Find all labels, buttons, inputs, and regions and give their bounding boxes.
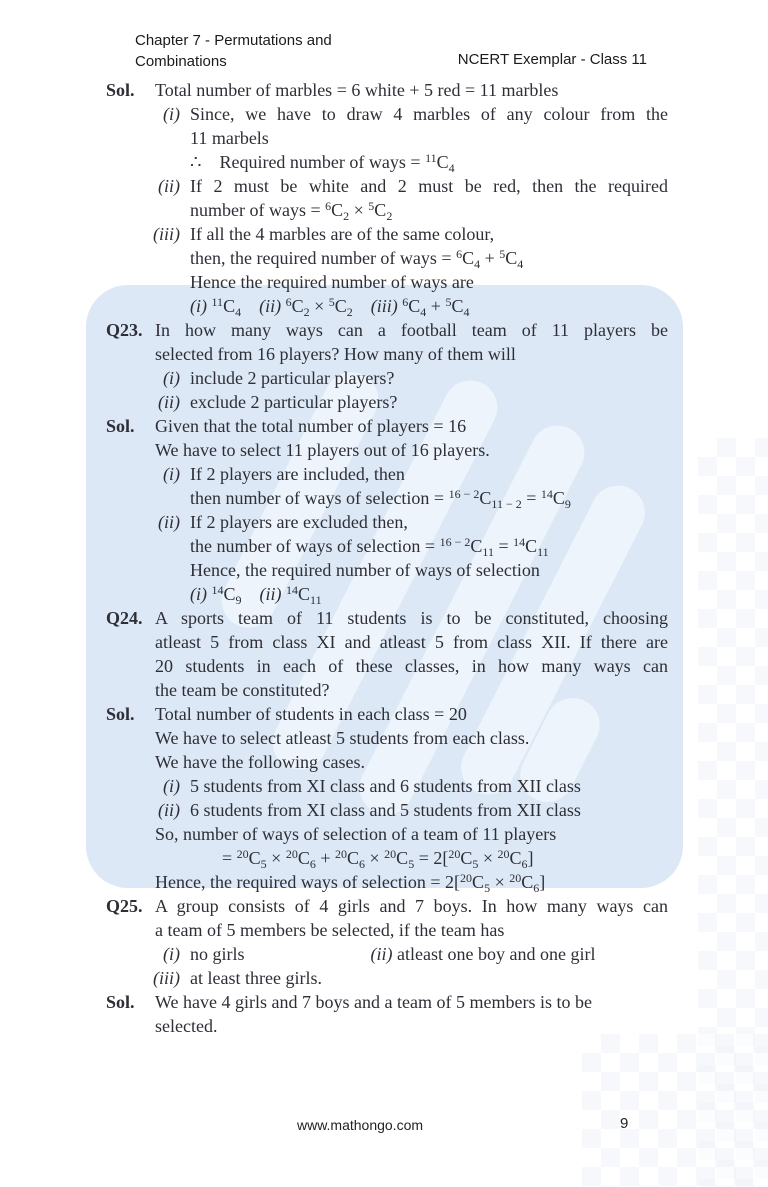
line-text: Total number of students in each class = 20	[155, 704, 467, 724]
line-text: We have 4 girls and 7 boys and a team of 5 members is to be	[155, 992, 592, 1012]
line-label	[106, 846, 190, 870]
doc-line	[106, 942, 668, 966]
doc-line	[106, 1014, 668, 1038]
footer-url: www.mathongo.com	[296, 1117, 424, 1133]
doc-line	[106, 174, 668, 198]
doc-line	[106, 342, 668, 366]
line-text: then number of ways of selection = $^{16 - 2}C_{11 - 2} = ^{14}C_9$	[190, 487, 571, 511]
line-text: at least three girls.	[190, 968, 322, 988]
doc-line	[106, 678, 668, 702]
line-label	[106, 270, 190, 294]
header-chapter-title	[135, 30, 332, 72]
doc-line	[106, 246, 668, 270]
line-label	[106, 1014, 155, 1038]
doc-line	[106, 534, 668, 558]
line-text: then, the required number of ways = $^6C_4 + ^5C_4$	[190, 247, 524, 271]
line-label	[106, 534, 190, 558]
doc-line	[106, 462, 668, 486]
line-text: We have the following cases.	[155, 752, 365, 772]
line-label: (iii)	[153, 968, 180, 988]
line-text: A group consists of 4 girls and 7 boys. In how many ways can	[155, 896, 668, 916]
doc-line	[106, 582, 668, 606]
line-text: 6 students from XI class and 5 students from XII class	[190, 800, 581, 820]
line-text: If all the 4 marbles are of the same colour,	[190, 224, 495, 244]
doc-line	[106, 102, 668, 126]
line-text: A sports team of 11 students is to be constituted, choosing	[155, 608, 668, 628]
line-text: exclude 2 particular players?	[190, 392, 398, 412]
doc-line	[106, 510, 668, 534]
doc-line	[106, 150, 668, 174]
line-label: Sol.	[106, 704, 135, 724]
line-label: Q25.	[106, 896, 143, 916]
line-label	[106, 198, 190, 222]
doc-line	[106, 198, 668, 222]
line-label	[106, 246, 190, 270]
doc-line	[106, 606, 668, 630]
doc-line	[106, 918, 668, 942]
doc-line	[106, 294, 668, 318]
line-label	[106, 486, 190, 510]
line-text: Total number of marbles = 6 white + 5 red = 11 marbles	[155, 80, 559, 100]
doc-line	[106, 630, 668, 654]
doc-line	[106, 78, 668, 102]
line-label	[106, 126, 190, 150]
doc-line	[106, 390, 668, 414]
line-text: the team be constituted?	[155, 680, 330, 700]
doc-line	[106, 750, 668, 774]
line-label: (i)	[163, 944, 180, 964]
line-label: Q23.	[106, 320, 143, 340]
doc-line	[106, 126, 668, 150]
line-label: (i)	[163, 104, 180, 124]
doc-line	[106, 366, 668, 390]
doc-line	[106, 486, 668, 510]
line-label	[106, 678, 155, 702]
line-text: If 2 must be white and 2 must be red, then the required	[190, 176, 668, 196]
footer-page-number: 9	[620, 1115, 629, 1132]
line-label: (i)	[163, 776, 180, 796]
doc-line	[106, 870, 668, 894]
doc-line	[106, 414, 668, 438]
line-text: 5 students from XI class and 6 students from XII class	[190, 776, 581, 796]
line-text: If 2 players are included, then	[190, 464, 405, 484]
line-text: a team of 5 members be selected, if the team has	[155, 920, 505, 940]
line-text: selected from 16 players? How many of them will	[155, 344, 516, 364]
doc-line	[106, 894, 668, 918]
line-text: (i) $^{11}C_4$ (ii) $^6C_2 \times ^5C_2$ (iii) $^6C_4 + ^5C_4$	[190, 295, 470, 319]
line-text: (i) $^{14}C_9$ (ii) $^{14}C_{11}$	[190, 583, 322, 607]
line-text: We have to select atleast 5 students from each class.	[155, 728, 530, 748]
doc-line	[106, 222, 668, 246]
line-text: atleast 5 from class XI and atleast 5 from class XII. If there are	[155, 632, 668, 652]
doc-line	[106, 558, 668, 582]
line-text: ∴ Required number of ways = $^{11}C_4$	[190, 151, 455, 175]
line-label: (iii)	[153, 224, 180, 244]
line-label	[106, 654, 155, 678]
line-text: In how many ways can a football team of 11 players be	[155, 320, 668, 340]
line-text: the number of ways of selection = $^{16 - 2}C_{11} = ^{14}C_{11}$	[190, 535, 549, 559]
line-text: So, number of ways of selection of a team of 11 players	[155, 824, 557, 844]
line-text: = $^{20}C_5 \times ^{20}C_6 + ^{20}C_6 \times ^{20}C_5 = 2[^{20}C_5 \times ^{20}C_6]$	[222, 847, 534, 871]
line-text: Hence, the required number of ways of selection	[190, 560, 540, 580]
line-text: Hence the required number of ways are	[190, 272, 474, 292]
doc-line	[106, 438, 668, 462]
checker-pattern	[582, 1034, 768, 1187]
line-text: no girls (ii) atleast one boy and one girl	[190, 944, 596, 964]
line-label	[106, 726, 155, 750]
line-label	[106, 438, 155, 462]
doc-line	[106, 654, 668, 678]
doc-line	[106, 966, 668, 990]
doc-line	[106, 798, 668, 822]
line-label: (ii)	[158, 800, 180, 820]
line-label: Sol.	[106, 80, 135, 100]
document-body	[0, 78, 768, 1038]
line-label	[106, 750, 155, 774]
line-label: (ii)	[158, 176, 180, 196]
line-label	[106, 342, 155, 366]
line-text: 11 marbels	[190, 128, 269, 148]
line-label: (ii)	[158, 512, 180, 532]
doc-line	[106, 990, 668, 1014]
line-label	[106, 870, 155, 894]
line-label	[106, 822, 155, 846]
line-text: number of ways = $^6C_2 \times ^5C_2$	[190, 199, 393, 223]
line-label: Sol.	[106, 992, 135, 1012]
line-text: selected.	[155, 1016, 218, 1036]
doc-line	[106, 726, 668, 750]
line-text: Since, we have to draw 4 marbles of any colour from the	[190, 104, 668, 124]
line-label	[106, 582, 190, 606]
doc-line	[106, 702, 668, 726]
doc-line	[106, 774, 668, 798]
line-text: include 2 particular players?	[190, 368, 395, 388]
doc-line	[106, 270, 668, 294]
line-text: Hence, the required ways of selection = $2[^{20}C_5 \times ^{20}C_6]$	[155, 871, 546, 895]
line-label	[106, 558, 190, 582]
line-label	[106, 150, 190, 174]
line-text: We have to select 11 players out of 16 players.	[155, 440, 490, 460]
header-book-title: NCERT Exemplar - Class 11	[457, 51, 647, 68]
header-chapter-line1: Chapter 7 - Permutations and	[135, 32, 332, 49]
line-label: (ii)	[158, 392, 180, 412]
line-label: (i)	[163, 464, 180, 484]
line-label	[106, 630, 155, 654]
line-label: (i)	[163, 368, 180, 388]
line-text: If 2 players are excluded then,	[190, 512, 408, 532]
line-label	[106, 294, 190, 318]
header-chapter-line2: Combinations	[135, 53, 227, 70]
line-label	[106, 918, 155, 942]
line-text: Given that the total number of players = 16	[155, 416, 467, 436]
doc-line	[106, 318, 668, 342]
doc-line	[106, 822, 668, 846]
line-label: Q24.	[106, 608, 143, 628]
line-label: Sol.	[106, 416, 135, 436]
doc-line	[106, 846, 668, 870]
line-text: 20 students in each of these classes, in how many ways can	[155, 656, 668, 676]
